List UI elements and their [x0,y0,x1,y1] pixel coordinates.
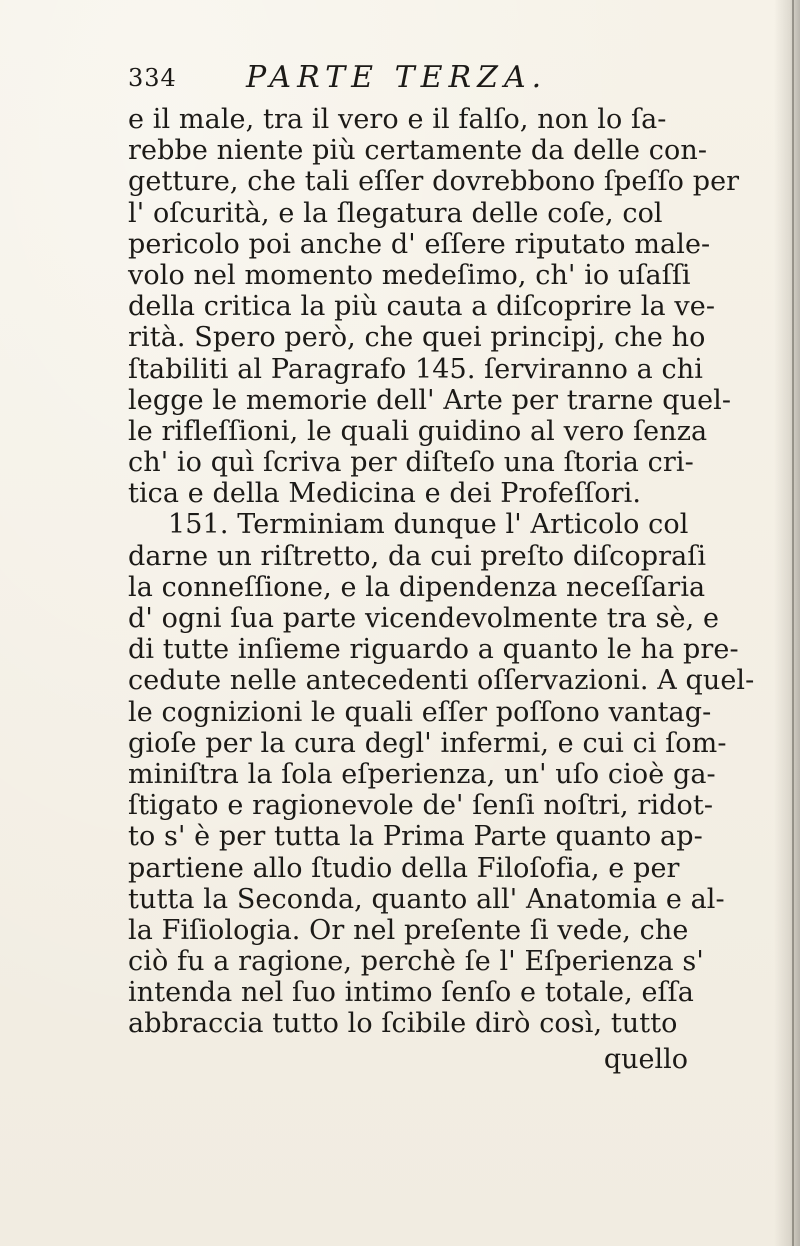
text-line: tica e della Medicina e dei Profeſſori. [128,478,642,510]
running-head [128,60,668,100]
page-number: 334 [128,64,177,92]
text-line: pericolo poi anche d' eſſere riputato male- [128,228,711,260]
text-line: intenda nel ſuo intimo ſenſo e totale, eſſa [128,977,694,1009]
text-line: le cognizioni le quali eſſer poſſono vantag- [128,696,712,728]
text-line: partiene allo ſtudio della Filoſofia, e per [128,852,680,884]
paragraph-start-line: 151. Terminiam dunque l' Articolo col [168,509,689,541]
text-line: d' ogni ſua parte vicendevolmente tra sè, e [128,603,720,634]
text-line: della critica la più cauta a diſcoprire la ve- [128,291,716,323]
text-line: ſtabiliti al Paragrafo 145. ſerviranno a chi [128,353,703,385]
text-line: getture, che tali eſſer dovrebbono ſpeſſo per [128,166,740,198]
page-edge-line [792,0,794,1246]
text-line: darne un riſtretto, da cui preſto diſcopraſi [128,540,707,572]
text-line: to s' è per tutta la Prima Parte quanto ap- [128,821,703,853]
text-line: ch' io quì ſcriva per diſteſo una ſtoria cri- [128,447,694,479]
text-line: rebbe niente più certamente da delle con- [128,135,708,167]
running-title: PARTE TERZA. [246,60,548,95]
text-line: l' oſcurità, e la ſlegatura delle coſe, col [128,197,663,229]
text-line: rità. Spero però, che quei principj, che ho [128,322,706,354]
catchword: quello [603,1043,688,1075]
text-line: e il male, tra il vero e il falſo, non lo ſa- [128,104,667,135]
text-line: legge le memorie dell' Arte per trarne quel- [128,384,732,416]
page-edge-shadow [774,0,800,1246]
text-line: la Fiſiologia. Or nel preſente ſi vede, che [128,914,689,946]
text-line: gioſe per la cura degl' infermi, e cui ci ſom- [128,727,727,759]
text-line: ciò fu a ragione, perchè ſe l' Eſperienza s' [128,946,704,978]
body-text [128,104,755,1075]
text-line: di tutte inſieme riguardo a quanto le ha pre- [128,634,739,666]
text-line: abbraccia tutto lo ſcibile dirò così, tutto [128,1008,678,1040]
text-line: le rifleſſioni, le quali guidino al vero ſenza [128,415,708,447]
text-line: tutta la Seconda, quanto all' Anatomia e al- [128,883,725,915]
text-line: ſtigato e ragionevole de' ſenſi noſtri, ridot- [128,790,714,822]
text-line: la conneſſione, e la dipendenza neceſſaria [128,571,706,603]
text-line: cedute nelle antecedenti oſſervazioni. A quel- [128,665,755,697]
catchword-row [128,1040,688,1075]
text-line: volo nel momento medeſimo, ch' io uſaſſi [128,259,691,291]
text-line: miniſtra la ſola eſperienza, un' uſo cioè ga- [128,758,716,790]
